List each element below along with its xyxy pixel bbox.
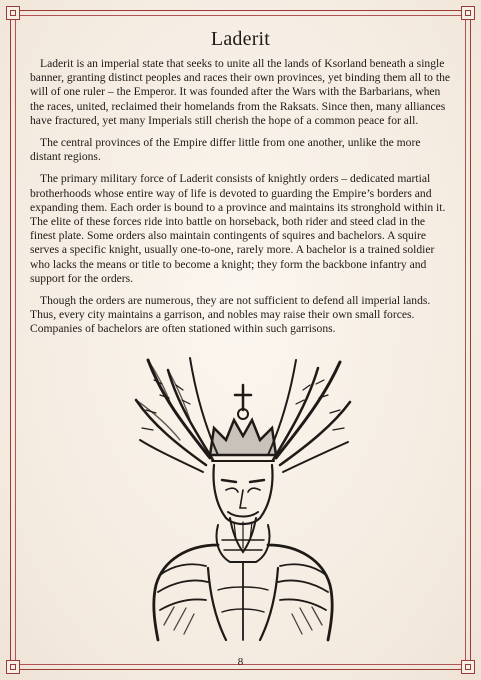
corner-ornament-top-right [461,6,475,20]
paragraph-4: Though the orders are numerous, they are not sufficient to defend all imperial lands. Thus, every city maintains a garrison, and nobles may raise their own small forces. Companies of bachelors are often stationed within such garrisons. [30,294,431,336]
page-number: 8 [237,656,244,668]
paragraph-1: Laderit is an imperial state that seeks to unite all the lands of Ksorland beneath a single banner, granting distinct peoples and races their own provinces, yet binding them all to the will of one ruler – the Emperor. It was founded after the Wars with the Barbarians, when the races, united, reclaimed their homelands from the Raksats. Since then, many alliances have fractured, yet many Imperials still cherish the hope of a common peace for all. [30,57,451,127]
corner-ornament-top-left [6,6,20,20]
paragraph-3: The primary military force of Laderit consists of knightly orders – dedicated martial brotherhoods whose entire way of life is devoted to guarding the Empire’s borders and expanding them. Each order is bound to a province and maintains its stronghold within it. The elite of these forces ride into battle on horseback, both rider and steed clad in the finest plate. Some orders also maintain contingents of squires and bachelors. A squire serves a specific knight, usually one-to-one, rarely more. A bachelor is a trained soldier who lacks the means or title to become a knight; they form the backbone infantry and support for the orders. [30,172,446,285]
crowned-knight-illustration [118,340,368,645]
page-title: Laderit [210,28,271,50]
paragraph-2: The central provinces of the Empire differ little from one another, unlike the more distant regions. [30,136,421,164]
page-content [30,28,451,345]
